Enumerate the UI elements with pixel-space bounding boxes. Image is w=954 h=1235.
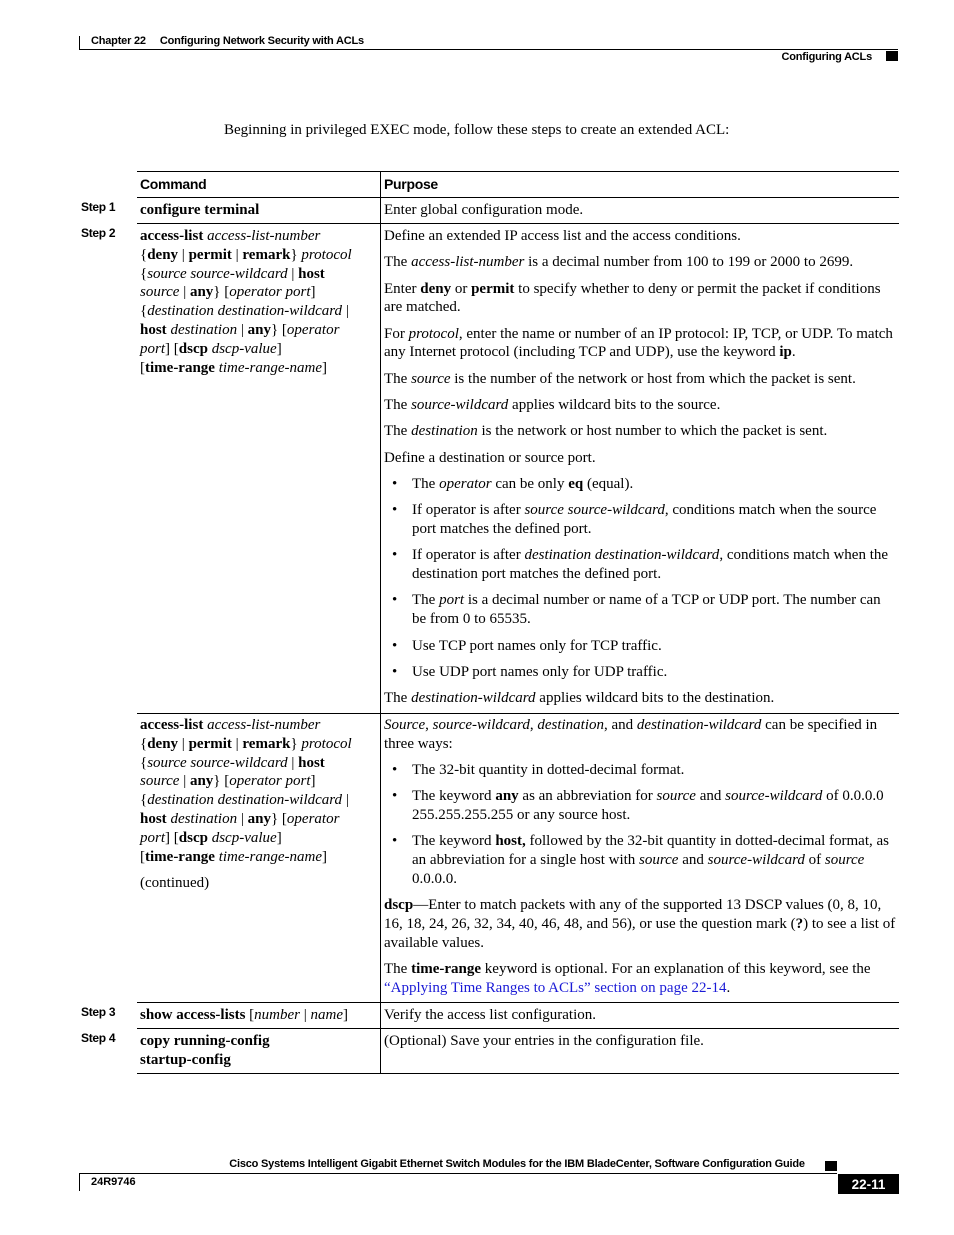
footer-rule-vertical <box>79 1173 80 1191</box>
table-header-row <box>137 171 899 198</box>
time-range-section-link[interactable]: “Applying Time Ranges to ACLs” section on page 22-14 <box>384 980 727 997</box>
step-4-command: copy running-config startup-config <box>140 1033 270 1068</box>
list-item: • The keyword host, followed by the 32-bit quantity in dotted-decimal format, as an abbreviation for a single host with source and source-wildcard of source 0.0.0.0. <box>384 832 896 888</box>
column-header-purpose: Purpose <box>384 176 438 192</box>
dscp-description: dscp—Enter to match packets with any of the supported 13 DSCP values (0, 8, 10, 16, 18, 24, 26, 32, 34, 40, 46, 48, and 56), or use the question mark (?) to see a list of available values. <box>384 897 896 951</box>
header-rule <box>79 49 898 50</box>
list-item: • If operator is after destination destination-wildcard, conditions match when the destination port matches the defined port. <box>384 546 896 584</box>
step-4-label: Step 4 <box>81 1031 116 1045</box>
footer-book-title: Cisco Systems Intelligent Gigabit Ethernet Switch Modules for the IBM BladeCenter, Software Configuration Guide <box>229 1158 805 1170</box>
list-item: • Use TCP port names only for TCP traffic. <box>384 637 896 656</box>
list-item: • The operator can be only eq (equal). <box>384 475 896 494</box>
column-header-command: Command <box>140 176 207 192</box>
column-divider <box>380 1003 381 1029</box>
column-divider <box>380 224 381 714</box>
table-row-step-4 <box>137 1028 899 1074</box>
step-1-label: Step 1 <box>81 200 116 214</box>
intro-paragraph: Beginning in privileged EXEC mode, follow these steps to create an extended ACL: <box>224 122 730 138</box>
step-1-command: configure terminal <box>140 202 260 218</box>
column-divider <box>380 713 381 1002</box>
table-row-step-3 <box>137 1002 899 1029</box>
step-3-label: Step 3 <box>81 1005 116 1019</box>
step-3-purpose: Verify the access list configuration. <box>384 1007 597 1023</box>
page-number: 22-11 <box>838 1174 899 1194</box>
step-2-command-continued: access-list access-list-number {deny | permit | remark} protocol {source source-wildcard | host source | any} [operator port] {destination destination-wildcard | host destination | any} [operator port] [dscp dscp-value] [time-range time-range-name] (continued) <box>140 716 376 900</box>
address-specification-intro: Source, source-wildcard, destination, and destination-wildcard can be specified in three ways: <box>384 717 878 752</box>
chapter-label: Chapter 22 <box>91 35 146 47</box>
column-divider <box>380 198 381 224</box>
step-2-purpose-source-wildcard: The source-wildcard applies wildcard bits to the source. <box>384 397 721 414</box>
step-2-label: Step 2 <box>81 226 116 240</box>
list-item: • The port is a decimal number or name of a TCP or UDP port. The number can be from 0 to 65535. <box>384 591 896 629</box>
time-range-description: The time-range keyword is optional. For an explanation of this keyword, see the “Applying Time Ranges to ACLs” section on page 22-14. <box>384 961 871 997</box>
step-4-purpose: (Optional) Save your entries in the configuration file. <box>384 1033 704 1049</box>
row-rule <box>137 713 899 714</box>
step-2-purpose-number: The access-list-number is a decimal number from 100 to 199 or 2000 to 2699. <box>384 254 854 271</box>
table-row-step-1 <box>137 197 899 224</box>
column-divider <box>380 172 381 198</box>
step-2-purpose <box>384 227 896 715</box>
step-3-command: show access-lists [number | name] <box>140 1007 349 1023</box>
column-divider <box>380 1029 381 1073</box>
step-2-purpose-define: Define an extended IP access list and the access conditions. <box>384 228 741 244</box>
step-2-purpose-port-intro: Define a destination or source port. <box>384 449 596 466</box>
header-marker <box>886 51 898 61</box>
step-2-command: access-list access-list-number {deny | permit | remark} protocol {source source-wildcard | host source | any} [operator port] {destination destination-wildcard | host destination | any} [operator port] [dscp dscp-value] [time-range time-range-name] <box>140 228 352 376</box>
footer-marker <box>825 1161 837 1171</box>
table-row-step-2 <box>137 223 899 714</box>
port-rules-list <box>384 475 896 682</box>
list-item: • The 32-bit quantity in dotted-decimal format. <box>384 761 896 780</box>
step-2-purpose-protocol: For protocol, enter the name or number of an IP protocol: IP, TCP, or UDP. To match any Internet protocol (including TCP and UDP), use the keyword ip. <box>384 325 893 361</box>
running-header-section: Configuring ACLs <box>781 51 872 63</box>
step-2-purpose-destination-wildcard: The destination-wildcard applies wildcard bits to the destination. <box>384 690 775 707</box>
step-2-purpose-deny-permit: Enter deny or permit to specify whether to deny or permit the packet if conditions are matched. <box>384 280 881 316</box>
footer-doc-number: 24R9746 <box>91 1176 136 1188</box>
running-header-chapter <box>91 35 364 47</box>
list-item: • The keyword any as an abbreviation for source and source-wildcard of 0.0.0.0 255.255.255.255 or any source host. <box>384 787 896 825</box>
address-formats-list <box>384 761 896 889</box>
step-2-purpose-continued <box>384 716 896 1005</box>
step-2-purpose-source: The source is the number of the network or host from which the packet is sent. <box>384 370 856 387</box>
header-rule-vertical <box>79 36 80 49</box>
table-row-step-2-continued <box>137 713 899 1002</box>
list-item: • If operator is after source source-wildcard, conditions match when the source port matches the defined port. <box>384 501 896 539</box>
continued-label: (continued) <box>140 874 210 891</box>
step-2-purpose-destination: The destination is the network or host number to which the packet is sent. <box>384 423 828 440</box>
list-item: • Use UDP port names only for UDP traffic. <box>384 663 896 682</box>
footer-rule <box>79 1173 837 1174</box>
step-1-purpose: Enter global configuration mode. <box>384 202 584 218</box>
chapter-title: Configuring Network Security with ACLs <box>159 35 364 47</box>
